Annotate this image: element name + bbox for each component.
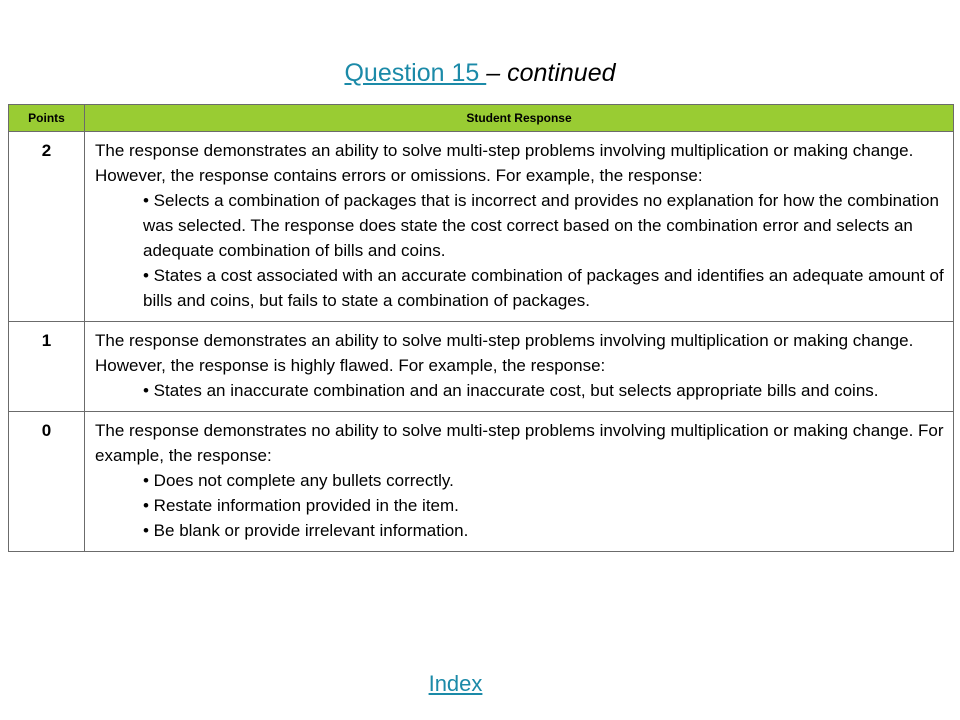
- table-header-row: [9, 105, 954, 132]
- response-cell: [85, 412, 954, 552]
- response-intro: The response demonstrates an ability to solve multi-step problems involving multiplication or making change. However, the response contains errors or omissions. For example, the response:: [95, 141, 914, 185]
- question-15-link[interactable]: Question 15: [344, 59, 487, 87]
- response-intro: The response demonstrates an ability to solve multi-step problems involving multiplication or making change. However, the response is highly flawed. For example, the response:: [95, 331, 914, 375]
- response-bullet: • States a cost associated with an accurate combination of packages and identifies an adequate amount of bills and coins, but fails to state a combination of packages.: [143, 266, 944, 310]
- response-bullet: • Does not complete any bullets correctly.: [143, 471, 454, 490]
- title-suffix: continued: [500, 59, 616, 87]
- student-response-column-header: Student Response: [85, 105, 954, 132]
- response-bullet: • Restate information provided in the item.: [143, 496, 459, 515]
- response-bullet: • States an inaccurate combination and an inaccurate cost, but selects appropriate bills and coins.: [143, 381, 879, 400]
- page-title: [0, 56, 960, 90]
- table-row: [9, 322, 954, 412]
- table-row: [9, 412, 954, 552]
- response-cell: [85, 322, 954, 412]
- points-column-header: Points: [9, 105, 85, 132]
- scoring-rubric-table: [8, 104, 954, 552]
- response-bullet: • Be blank or provide irrelevant information.: [143, 521, 469, 540]
- index-link[interactable]: Index: [428, 671, 483, 696]
- table-row: [9, 132, 954, 322]
- points-cell: 0: [9, 412, 85, 552]
- points-cell: 2: [9, 132, 85, 322]
- response-cell: [85, 132, 954, 322]
- title-separator: –: [486, 59, 501, 87]
- points-cell: 1: [9, 322, 85, 412]
- response-intro: The response demonstrates no ability to solve multi-step problems involving multiplication or making change. For example, the response:: [95, 421, 944, 465]
- response-bullet: • Selects a combination of packages that is incorrect and provides no explanation for how the combination was selected. The response does state the cost correct based on the combination error and selects an adequate combination of bills and coins.: [143, 191, 939, 260]
